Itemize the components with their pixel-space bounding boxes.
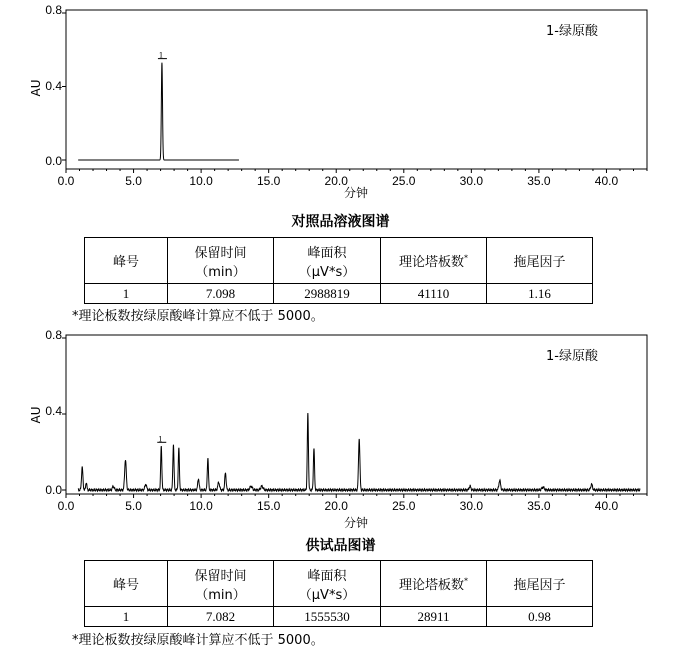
peak-annotation: 1-绿原酸 [546, 24, 598, 39]
col-theoretical-plates: 理论塔板数* [381, 238, 487, 284]
chromatogram-trace [78, 413, 640, 491]
x-axis-label: 分钟 [343, 516, 369, 530]
peak-marker-label: 1 [158, 51, 164, 60]
y-tick-label: 0.4 [45, 79, 62, 93]
cell-peak-area: 1555530 [274, 607, 381, 627]
x-tick-label: 10.0 [189, 499, 213, 513]
col-tailing-factor: 拖尾因子 [487, 238, 593, 284]
cell-peak-no: 1 [85, 284, 168, 304]
cell-tailing-factor: 0.98 [487, 607, 593, 627]
table-row [85, 284, 593, 304]
y-axis [62, 338, 66, 490]
y-tick-label: 0.0 [45, 483, 62, 497]
footnote: *理论板数按绿原酸峰计算应不低于 5000。 [72, 309, 324, 324]
col-retention-time: 保留时间 （min） [168, 238, 274, 284]
y-axis-label: AU [29, 406, 43, 424]
reference-results-table [84, 237, 593, 304]
y-ticks [62, 13, 66, 160]
col-peak-area: 峰面积 （μV*s） [274, 238, 381, 284]
x-tick-label: 5.0 [125, 174, 142, 188]
x-tick-label: 10.0 [189, 174, 213, 188]
y-axis [62, 13, 66, 160]
chromatogram-trace [78, 63, 239, 160]
cell-theoretical-plates: 28911 [381, 607, 487, 627]
x-tick-label: 5.0 [125, 499, 142, 513]
chart-title: 供试品图谱 [305, 538, 376, 554]
chart-title: 对照品溶液图谱 [291, 214, 390, 230]
col-tailing-factor: 拖尾因子 [487, 561, 593, 607]
x-tick-label: 20.0 [324, 174, 348, 188]
col-peak-no: 峰号 [85, 561, 168, 607]
sample-results-table [84, 560, 593, 627]
x-tick-label: 25.0 [392, 174, 416, 188]
x-tick-label: 35.0 [527, 174, 551, 188]
cell-peak-no: 1 [85, 607, 168, 627]
x-tick-label: 30.0 [459, 174, 484, 188]
peak-marker [158, 52, 167, 60]
x-ticks [58, 494, 647, 513]
peak-annotation: 1-绿原酸 [546, 349, 598, 364]
x-axis-label: 分钟 [343, 186, 369, 200]
x-tick-label: 20.0 [324, 499, 348, 513]
reference-chromatogram [0, 0, 681, 215]
cell-retention-time: 7.098 [168, 284, 274, 304]
col-retention-time: 保留时间 （min） [168, 561, 274, 607]
x-tick-label: 0.0 [57, 174, 75, 188]
col-peak-no: 峰号 [85, 238, 168, 284]
y-ticks [62, 338, 66, 490]
x-tick-label: 25.0 [392, 499, 416, 513]
x-axis [58, 494, 647, 513]
cell-theoretical-plates: 41110 [381, 284, 487, 304]
table-header-row [85, 561, 593, 607]
x-tick-label: 15.0 [256, 174, 281, 188]
peak-marker [157, 435, 166, 443]
y-tick-label: 0.0 [45, 154, 62, 168]
y-tick-label: 0.8 [45, 3, 62, 17]
cell-retention-time: 7.082 [168, 607, 274, 627]
x-tick-label: 40.0 [594, 499, 619, 513]
peak-marker-label: 1 [158, 435, 163, 444]
col-peak-area: 峰面积 （μV*s） [274, 561, 381, 607]
x-tick-label: 35.0 [527, 499, 551, 513]
footnote: *理论板数按绿原酸峰计算应不低于 5000。 [72, 633, 324, 648]
y-tick-label: 0.8 [45, 328, 62, 342]
y-axis-label: AU [29, 79, 43, 97]
x-tick-label: 0.0 [57, 499, 75, 513]
cell-peak-area: 2988819 [274, 284, 381, 304]
y-tick-label: 0.4 [45, 404, 62, 418]
sample-chromatogram [0, 325, 681, 540]
cell-tailing-factor: 1.16 [487, 284, 593, 304]
x-tick-label: 30.0 [459, 499, 484, 513]
table-header-row [85, 238, 593, 284]
table-row [85, 607, 593, 627]
x-tick-label: 40.0 [594, 174, 619, 188]
x-tick-label: 15.0 [256, 499, 281, 513]
col-theoretical-plates: 理论塔板数* [381, 561, 487, 607]
